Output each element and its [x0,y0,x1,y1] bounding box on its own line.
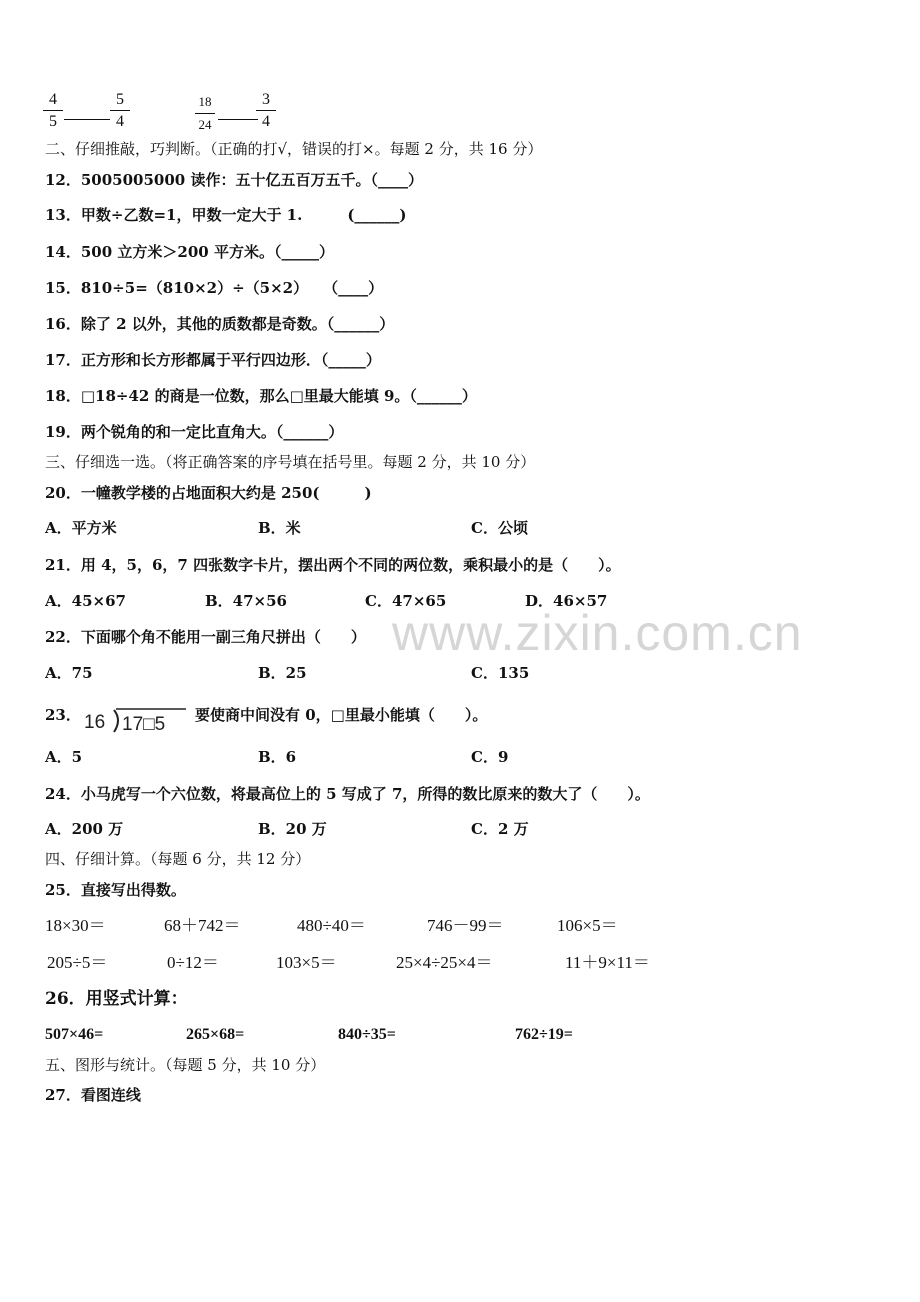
fraction-bar [195,113,215,114]
judge-item-16: 16．除了 2 以外，其他的质数都是奇数。（______） [45,315,395,333]
question-20: 20．一幢教学楼的占地面积大约是 250( ) [45,484,372,502]
question-27-title: 27．看图连线 [45,1086,141,1104]
answer-blank[interactable] [64,119,110,120]
option-20-b[interactable]: B．米 [258,519,301,537]
denominator: 4 [262,113,270,130]
calc-item: 205÷5＝ [47,953,108,972]
numerator: 18 [198,94,212,109]
section-heading-4: 四、仔细计算。（每题 6 分，共 12 分） [45,850,311,868]
question-21: 21．用 4，5，6，7 四张数字卡片，摆出两个不同的两位数，乘积最小的是（ ）。 [45,556,621,574]
calc-item: 106×5＝ [557,916,618,935]
fraction-3-4 [256,90,276,131]
numerator: 4 [49,91,57,108]
vertical-calc-item: 507×46= [45,1026,104,1043]
division-bracket [114,710,118,732]
judge-item-18: 18．□18÷42 的商是一位数，那么□里最大能填 9。（______） [45,387,477,405]
option-20-c[interactable]: C．公顷 [471,519,528,537]
calc-item: 68＋742＝ [164,916,241,935]
long-division-figure [80,702,190,736]
option-23-c[interactable]: C．9 [471,748,509,766]
calc-item: 746－99＝ [427,916,504,935]
option-24-a[interactable]: A．200 万 [45,820,124,838]
numerator: 3 [262,91,270,108]
question-24: 24．小马虎写一个六位数，将最高位上的 5 写成了 7，所得的数比原来的数大了（ ）。 [45,785,650,803]
calc-item: 0÷12＝ [167,953,219,972]
judge-item-19: 19．两个锐角的和一定比直角大。（______） [45,423,344,441]
option-21-a[interactable]: A．45×67 [45,592,126,610]
option-21-b[interactable]: B．47×56 [205,592,287,610]
question-25-title: 25．直接写出得数。 [45,881,186,899]
vertical-calc-item: 265×68= [186,1026,245,1043]
denominator: 24 [198,117,212,132]
calc-item: 18×30＝ [45,916,106,935]
calc-item: 11＋9×11＝ [565,953,650,972]
option-22-b[interactable]: B．25 [258,664,307,682]
option-22-c[interactable]: C．135 [471,664,530,682]
judge-item-12: 12．5005005000 读作：五十亿五百万五千。（____） [45,171,423,189]
judge-item-15: 15．810÷5=（810×2）÷（5×2） （____） [45,279,384,297]
section-heading-2: 二、仔细推敲，巧判断。（正确的打√，错误的打×。每题 2 分，共 16 分） [45,140,543,158]
option-20-a[interactable]: A．平方米 [45,519,117,537]
option-21-d[interactable]: D．46×57 [525,592,608,610]
judge-item-13: 13．甲数÷乙数=1，甲数一定大于 1. (______) [45,206,407,224]
denominator: 4 [116,113,124,130]
judge-item-17: 17．正方形和长方形都属于平行四边形．（_____） [45,351,381,369]
vertical-calc-item: 840÷35= [338,1026,396,1043]
question-23-stem: 要使商中间没有 0，□里最小能填（ ）。 [195,706,488,724]
calc-item: 480÷40＝ [297,916,366,935]
answer-blank[interactable] [218,119,258,120]
fraction-bar [110,110,130,111]
section-heading-3: 三、仔细选一选。（将正确答案的序号填在括号里。每题 2 分，共 10 分） [45,453,536,471]
question-26-title: 26．用竖式计算： [45,989,188,1009]
watermark: www.zixin.com.cn [392,605,803,661]
denominator: 5 [49,113,57,130]
option-21-c[interactable]: C．47×65 [365,592,447,610]
fraction-bar [256,110,276,111]
divisor: 16 [84,712,106,733]
calc-item: 25×4÷25×4＝ [396,953,493,972]
fraction-18-24 [195,94,215,133]
question-22: 22．下面哪个角不能用一副三角尺拼出（ ） [45,628,366,646]
option-22-a[interactable]: A．75 [45,664,93,682]
option-24-c[interactable]: C．2 万 [471,820,529,838]
section-heading-5: 五、图形与统计。（每题 5 分，共 10 分） [45,1056,326,1074]
vertical-calc-item: 762÷19= [515,1026,573,1043]
fraction-4-5 [43,90,63,131]
option-24-b[interactable]: B．20 万 [258,820,327,838]
question-23-number: 23． [45,706,81,724]
fraction-bar [43,110,63,111]
fraction-5-4 [110,90,130,131]
dividend: 17□5 [122,714,166,735]
option-23-b[interactable]: B．6 [258,748,297,766]
calc-item: 103×5＝ [276,953,337,972]
option-23-a[interactable]: A．5 [45,748,83,766]
judge-item-14: 14．500 立方米＞200 平方米。（_____） [45,243,334,261]
numerator: 5 [116,91,124,108]
